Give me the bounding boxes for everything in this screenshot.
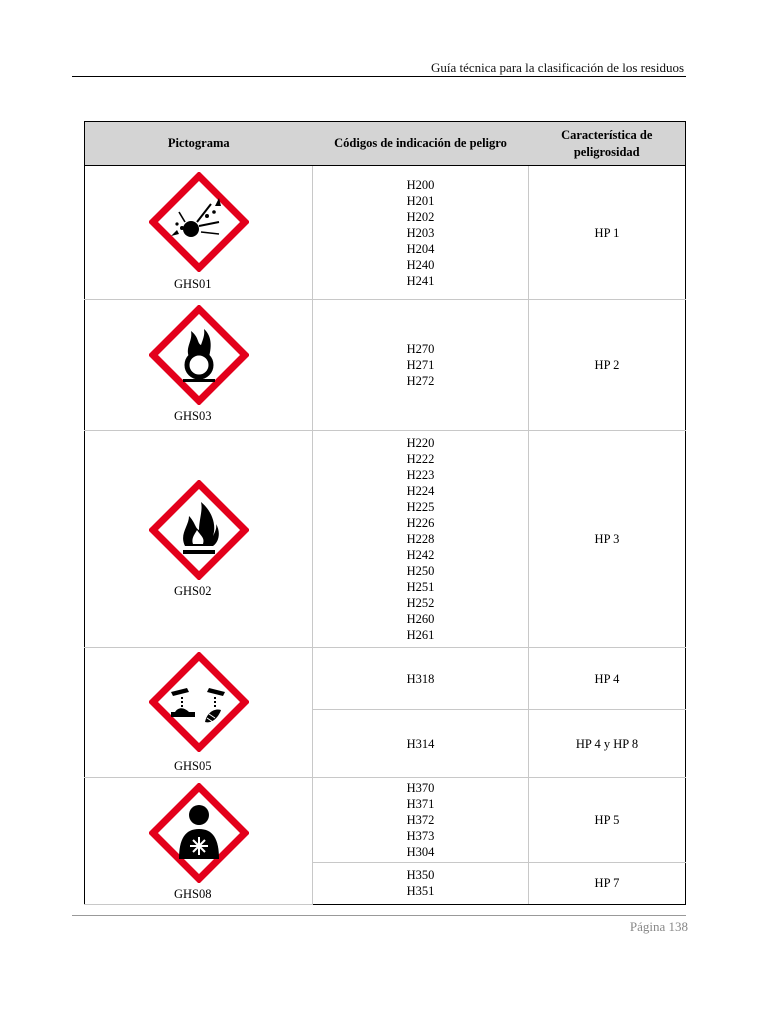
- codes-cell: H220 H222 H223 H224 H225 H226 H228 H242 H250 H251 H252 H260 H261: [313, 431, 529, 648]
- codes-cell: H370 H371 H372 H373 H304: [313, 778, 529, 863]
- corrosion-icon: [149, 652, 249, 752]
- codes-cell: H314: [313, 710, 529, 778]
- hp-cell: HP 1: [529, 166, 686, 300]
- pictogram-cell-ghs02: [85, 431, 313, 648]
- codes-cell: H270 H271 H272: [313, 300, 529, 431]
- table-header-row: [85, 122, 686, 166]
- pictogram-code: GHS05: [174, 759, 212, 773]
- hp-cell: HP 5: [529, 778, 686, 863]
- table-row: [85, 431, 686, 648]
- hazard-table: [84, 121, 686, 905]
- header-codigos: Códigos de indicación de peligro: [313, 122, 529, 166]
- codes-cell: H200 H201 H202 H203 H204 H240 H241: [313, 166, 529, 300]
- hp-cell: HP 2: [529, 300, 686, 431]
- hp-cell: HP 3: [529, 431, 686, 648]
- hp-cell: HP 4 y HP 8: [529, 710, 686, 778]
- page-number: Página 138: [629, 919, 688, 934]
- pictogram-code: GHS02: [174, 584, 212, 598]
- header-rule: [72, 76, 686, 77]
- pictogram-cell-ghs05: [85, 648, 313, 778]
- flame-over-circle-icon: [149, 305, 249, 405]
- pictogram-code: GHS03: [174, 409, 212, 423]
- pictogram-code: GHS08: [174, 887, 212, 901]
- pictogram-cell-ghs03: [85, 300, 313, 431]
- exploding-bomb-icon: [149, 172, 249, 272]
- codes-cell: H350 H351: [313, 862, 529, 904]
- table-row: [85, 778, 686, 863]
- table-row: [85, 648, 686, 710]
- pictogram-cell-ghs08: [85, 778, 313, 905]
- hp-cell: HP 4: [529, 648, 686, 710]
- footer-rule: [72, 915, 686, 916]
- pictogram-code: GHS01: [174, 277, 212, 291]
- pictogram-cell-ghs01: [85, 166, 313, 300]
- hp-cell: HP 7: [529, 862, 686, 904]
- header-caracteristica: Característica de peligrosidad: [529, 122, 686, 166]
- table-row: [85, 166, 686, 300]
- codes-cell: H318: [313, 648, 529, 710]
- running-title: Guía técnica para la clasificación de los residuos: [430, 60, 684, 75]
- health-hazard-icon: [149, 783, 249, 883]
- header-pictograma: Pictograma: [85, 122, 313, 166]
- flame-icon: [149, 480, 249, 580]
- table-row: [85, 300, 686, 431]
